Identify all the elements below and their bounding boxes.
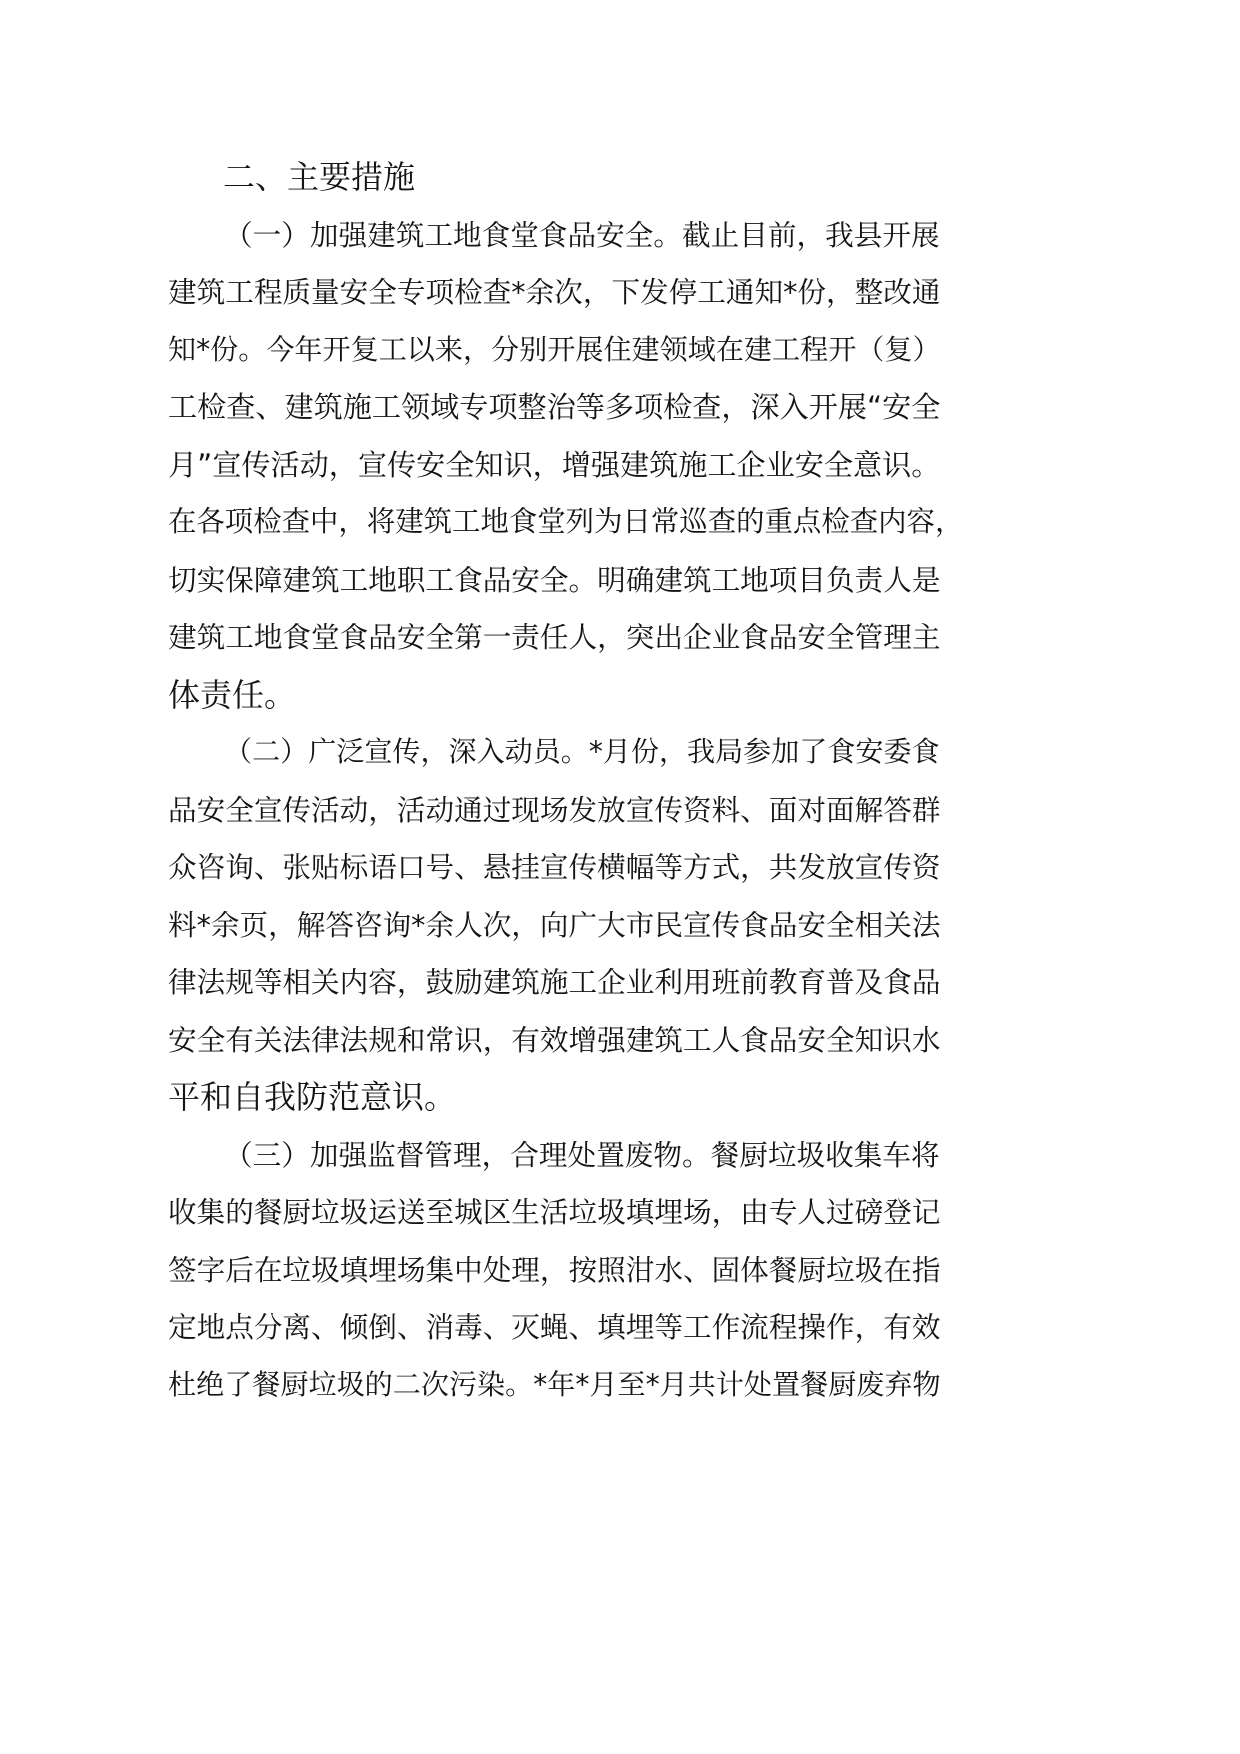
text-line: （二）广泛宣传，深入动员。*月份，我局参加了食安委食 bbox=[224, 735, 940, 768]
text-line: 定地点分离、倾倒、消毒、灭蝇、填埋等工作流程操作，有效 bbox=[168, 1310, 941, 1344]
text-line: 建筑工地食堂食品安全第一责任人，突出企业食品安全管理主 bbox=[168, 620, 941, 654]
text-line: 律法规等相关内容，鼓励建筑施工企业利用班前教育普及食品 bbox=[168, 965, 941, 999]
text-line: 切实保障建筑工地职工食品安全。明确建筑工地项目负责人是 bbox=[168, 563, 941, 597]
section-heading: 二、主要措施 bbox=[223, 158, 416, 196]
text-line: 体责任。 bbox=[168, 676, 297, 714]
text-line: 知*份。今年开复工以来，分别开展住建领域在建工程开（复） bbox=[168, 333, 941, 366]
text-line: 在各项检查中，将建筑工地食堂列为日常巡查的重点检查内容， bbox=[168, 505, 964, 538]
text-line: 月”宣传活动，宣传安全知识，增强建筑施工企业安全意识。 bbox=[168, 448, 941, 482]
text-line: 签字后在垃圾填埋场集中处理，按照泔水、固体餐厨垃圾在指 bbox=[168, 1253, 941, 1287]
text-line: 建筑工程质量安全专项检查*余次，下发停工通知*份，整改通 bbox=[168, 275, 941, 309]
text-line: （一）加强建筑工地食堂食品安全。截止目前，我县开展 bbox=[224, 218, 940, 252]
text-line: 平和自我防范意识。 bbox=[168, 1078, 457, 1116]
text-line: 料*余页，解答咨询*余人次，向广大市民宣传食品安全相关法 bbox=[168, 908, 941, 942]
text-line: 工检查、建筑施工领域专项整治等多项检查，深入开展“安全 bbox=[168, 390, 941, 424]
text-line: （三）加强监督管理，合理处置废物。餐厨垃圾收集车将 bbox=[224, 1138, 940, 1172]
text-line: 杜绝了餐厨垃圾的二次污染。*年*月至*月共计处置餐厨废弃物 bbox=[168, 1368, 941, 1401]
text-line: 安全有关法律法规和常识，有效增强建筑工人食品安全知识水 bbox=[168, 1023, 941, 1057]
text-line: 收集的餐厨垃圾运送至城区生活垃圾填埋场，由专人过磅登记 bbox=[168, 1195, 941, 1229]
text-line: 品安全宣传活动，活动通过现场发放宣传资料、面对面解答群 bbox=[168, 793, 941, 827]
text-line: 众咨询、张贴标语口号、悬挂宣传横幅等方式，共发放宣传资 bbox=[168, 850, 941, 884]
